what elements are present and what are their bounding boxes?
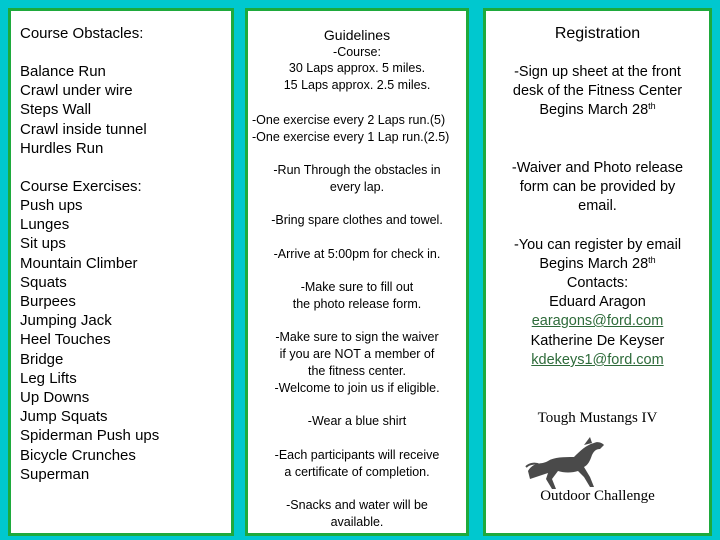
signup-date-text: Begins March 28 — [539, 102, 649, 118]
event-name: Tough Mustangs IV — [537, 410, 658, 426]
list-item: Crawl under wire — [20, 82, 133, 100]
list-item: Balance Run — [20, 63, 106, 80]
email-date — [486, 255, 709, 274]
guidelines-title: Guidelines — [323, 27, 391, 43]
list-item: Squats — [20, 273, 67, 291]
list-item: Lunges — [20, 216, 70, 234]
snacks-rule: available. — [330, 515, 384, 529]
bring-rule: -Bring spare clothes and towel. — [271, 213, 443, 227]
course-line: 30 Laps approx. 5 miles. — [288, 61, 426, 75]
obstacles-list — [20, 62, 230, 158]
snacks-rule: -Snacks and water will be — [286, 498, 428, 512]
list-item: Sit ups — [20, 235, 66, 253]
list-item: Up Downs — [20, 389, 90, 407]
email-date-text: Begins March 28 — [539, 256, 649, 272]
course-label: -Course: — [333, 45, 381, 59]
photo-rule: the photo release form. — [292, 297, 422, 311]
obstacles-panel — [8, 8, 234, 536]
list-item: Leg Lifts — [20, 369, 77, 387]
exercises-list — [20, 196, 230, 484]
contact-name: Katherine De Keyser — [530, 333, 665, 349]
waiver-text: -Waiver and Photo release — [511, 160, 684, 176]
waiver-rule: the fitness center. — [308, 364, 406, 378]
waiver-text: email. — [578, 198, 617, 214]
list-item: Hurdles Run — [20, 139, 104, 157]
guidelines-panel — [245, 8, 469, 536]
list-item: Mountain Climber — [20, 254, 138, 272]
signup-date — [486, 101, 709, 120]
list-item: Heel Touches — [20, 331, 111, 349]
list-item: Bridge — [20, 350, 64, 368]
list-item: Crawl inside tunnel — [20, 120, 147, 138]
list-item: Superman — [20, 465, 90, 483]
list-item: Push ups — [20, 197, 83, 215]
ordinal-suffix: th — [648, 255, 656, 265]
contact-email-link[interactable]: kdekeys1@ford.com — [531, 352, 664, 368]
list-item: Jump Squats — [20, 408, 108, 426]
list-item: Jumping Jack — [20, 312, 112, 330]
shirt-rule: -Wear a blue shirt — [307, 414, 407, 428]
run-rule: -Run Through the obstacles in — [273, 163, 441, 177]
signup-text: -Sign up sheet at the front — [514, 64, 681, 80]
list-item: Steps Wall — [20, 101, 92, 119]
exercises-heading: Course Exercises: — [20, 178, 142, 196]
registration-panel — [483, 8, 712, 536]
list-item: Burpees — [20, 293, 76, 311]
arrive-rule: -Arrive at 5:00pm for check in. — [273, 247, 441, 261]
signup-text: desk of the Fitness Center — [512, 83, 683, 99]
course-line: 15 Laps approx. 2.5 miles. — [283, 78, 431, 92]
waiver-rule: -Make sure to sign the waiver — [275, 330, 439, 344]
contact-name: Eduard Aragon — [549, 294, 646, 310]
ordinal-suffix: th — [648, 101, 656, 111]
waiver-text: form can be provided by — [519, 179, 676, 195]
event-subtitle: Outdoor Challenge — [540, 488, 655, 504]
run-rule: every lap. — [329, 180, 385, 194]
obstacles-heading: Course Obstacles: — [20, 25, 144, 42]
contacts-label: Contacts: — [566, 275, 629, 291]
certificate-rule: -Each participants will receive — [274, 448, 440, 462]
list-item: Spiderman Push ups — [20, 427, 160, 445]
contact-email-link[interactable]: earagons@ford.com — [531, 313, 664, 329]
waiver-rule: if you are NOT a member of — [279, 347, 435, 361]
registration-title: Registration — [554, 25, 641, 42]
email-text: -You can register by email — [513, 237, 682, 253]
list-item: Bicycle Crunches — [20, 446, 136, 464]
welcome-rule: -Welcome to join us if eligible. — [274, 381, 440, 395]
mustang-horse-icon — [524, 431, 608, 493]
certificate-rule: a certificate of completion. — [284, 465, 430, 479]
photo-rule: -Make sure to fill out — [300, 280, 414, 294]
exercise-rule: -One exercise every 1 Lap run.(2.5) — [252, 130, 450, 144]
exercise-rule: -One exercise every 2 Laps run.(5) — [252, 113, 446, 127]
